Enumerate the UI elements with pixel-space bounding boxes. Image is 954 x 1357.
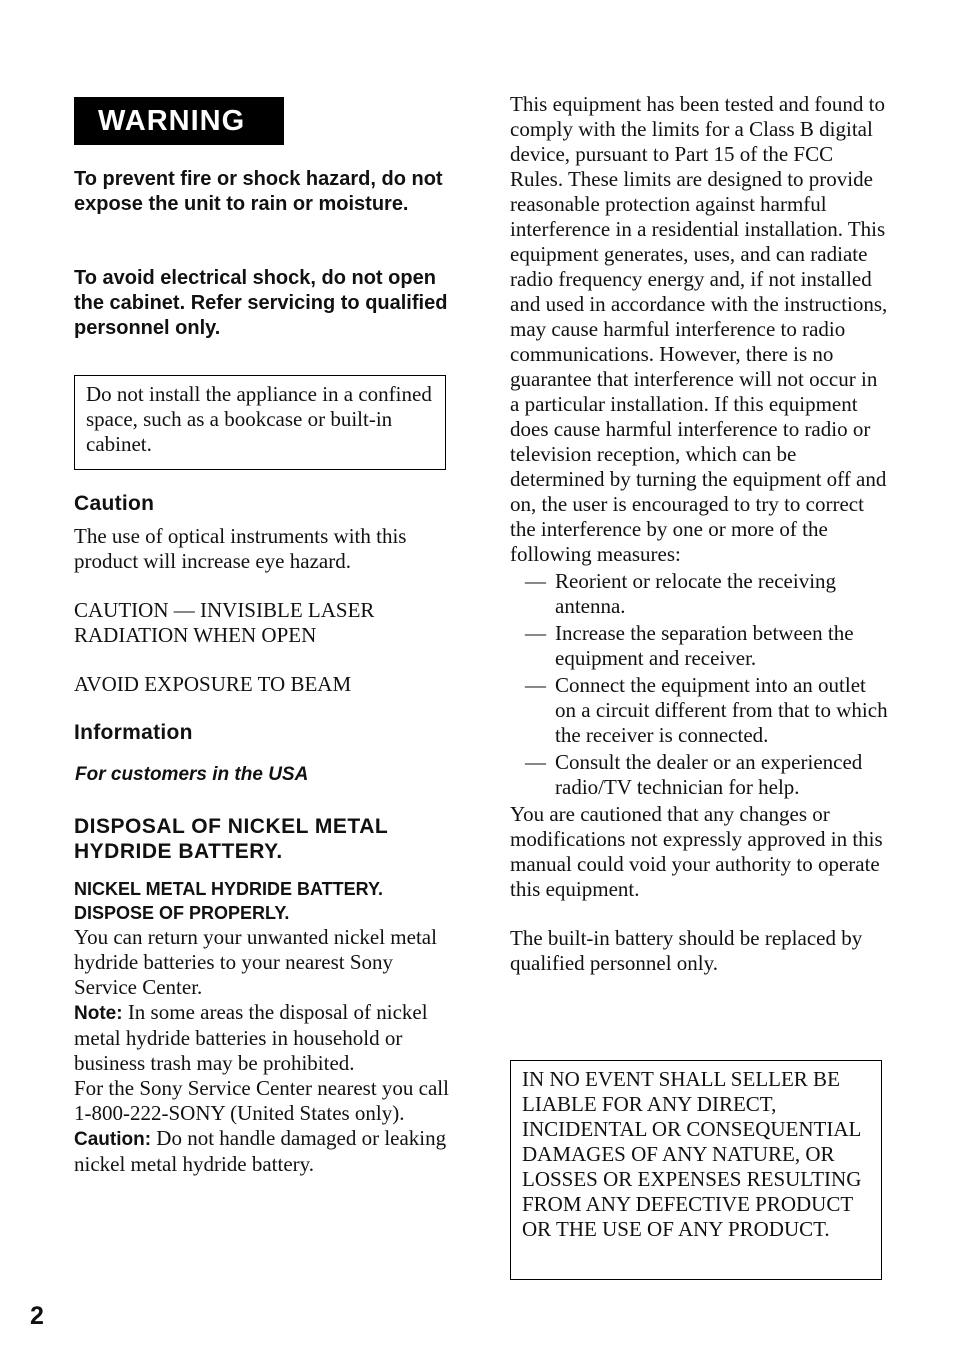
caution-heading: Caution: [74, 492, 155, 515]
battery-return-text: You can return your unwanted nickel metal hydride batteries to your nearest Sony Service Center.: [74, 925, 437, 999]
list-item: [510, 569, 888, 619]
battery-replacement-text: The built-in battery should be replaced by qualified personnel only.: [510, 926, 863, 975]
note-label: Note:: [74, 1003, 123, 1024]
fcc-intro-text: This equipment has been tested and found to comply with the limits for a Class B digital device, pursuant to Part 15 of the FCC Rules. These limits are designed to provide reasonable protection against harmful interference in a residential installation. This equipment generates, uses, and can radiate radio frequency energy and, if not installed and used in accordance with the instructions, may cause harmful interference to radio communications. However, there is no guarantee that interference will not occur in a particular installation. If this equipment does cause harmful interference to radio or television reception, which can be determined by turning the equipment off and on, the user is encouraged to try to correct the interference by one or more of the following measures:: [510, 92, 888, 566]
battery-note: [74, 1000, 454, 1076]
measure-text: Consult the dealer or an experienced radio/TV technician for help.: [555, 750, 863, 799]
fcc-measures-list: [510, 569, 888, 800]
battery-disposal-section: [74, 877, 454, 1177]
dash-marker: —: [525, 621, 546, 645]
fcc-section: [510, 92, 888, 976]
dash-marker: —: [525, 569, 546, 593]
list-item: [510, 673, 888, 748]
dash-marker: —: [525, 673, 546, 697]
service-center-text: For the Sony Service Center nearest you call 1-800-222-SONY (United States only).: [74, 1076, 449, 1125]
electric-shock-warning: To avoid electrical shock, do not open the cabinet. Refer servicing to qualified personnel only.: [74, 267, 448, 339]
avoid-beam-text: AVOID EXPOSURE TO BEAM: [74, 672, 352, 696]
laser-caution-line1: CAUTION — INVISIBLE LASER: [74, 598, 375, 622]
page-number: 2: [30, 1302, 44, 1330]
measure-text: Connect the equipment into an outlet on a circuit different from that to which the receiver is connected.: [555, 673, 888, 747]
caution-label: Caution:: [74, 1129, 152, 1150]
note-text: In some areas the disposal of nickel metal hydride batteries in household or business trash may be prohibited.: [74, 1000, 428, 1075]
usa-customers-heading: For customers in the USA: [75, 764, 309, 785]
information-heading: Information: [74, 721, 193, 744]
caution-text: Do not handle damaged or leaking nickel metal hydride battery.: [74, 1126, 447, 1176]
dash-marker: —: [525, 750, 546, 774]
battery-caution: [74, 1126, 454, 1177]
liability-box: [510, 1060, 882, 1280]
nimh-heading: NICKEL METAL HYDRIDE BATTERY. DISPOSE OF PROPERLY.: [74, 879, 384, 923]
laser-caution: [74, 598, 446, 648]
fire-hazard-warning: To prevent fire or shock hazard, do not expose the unit to rain or moisture.: [74, 168, 443, 215]
liability-text: IN NO EVENT SHALL SELLER BE LIABLE FOR ANY DIRECT, INCIDENTAL OR CONSEQUENTIAL DAMAGES OF ANY NATURE, OR LOSSES OR EXPENSES RESULTING FROM ANY DEFECTIVE PRODUCT OR THE USE OF ANY PRODUCT.: [522, 1067, 862, 1241]
install-notice-box: [74, 375, 446, 470]
disposal-heading: DISPOSAL OF NICKEL METAL HYDRIDE BATTERY.: [74, 815, 388, 863]
list-item: [510, 621, 888, 671]
install-notice-text: Do not install the appliance in a confined space, such as a bookcase or built-in cabinet.: [86, 382, 432, 456]
list-item: [510, 750, 888, 800]
measure-text: Increase the separation between the equipment and receiver.: [555, 621, 854, 670]
optical-caution-text: The use of optical instruments with this product will increase eye hazard.: [74, 524, 407, 573]
warning-title: WARNING: [74, 97, 284, 145]
laser-caution-line2: RADIATION WHEN OPEN: [74, 623, 317, 647]
measure-text: Reorient or relocate the receiving antenna.: [555, 569, 837, 618]
fcc-changes-text: You are cautioned that any changes or modifications not expressly approved in this manual could void your authority to operate this equipment.: [510, 802, 883, 901]
